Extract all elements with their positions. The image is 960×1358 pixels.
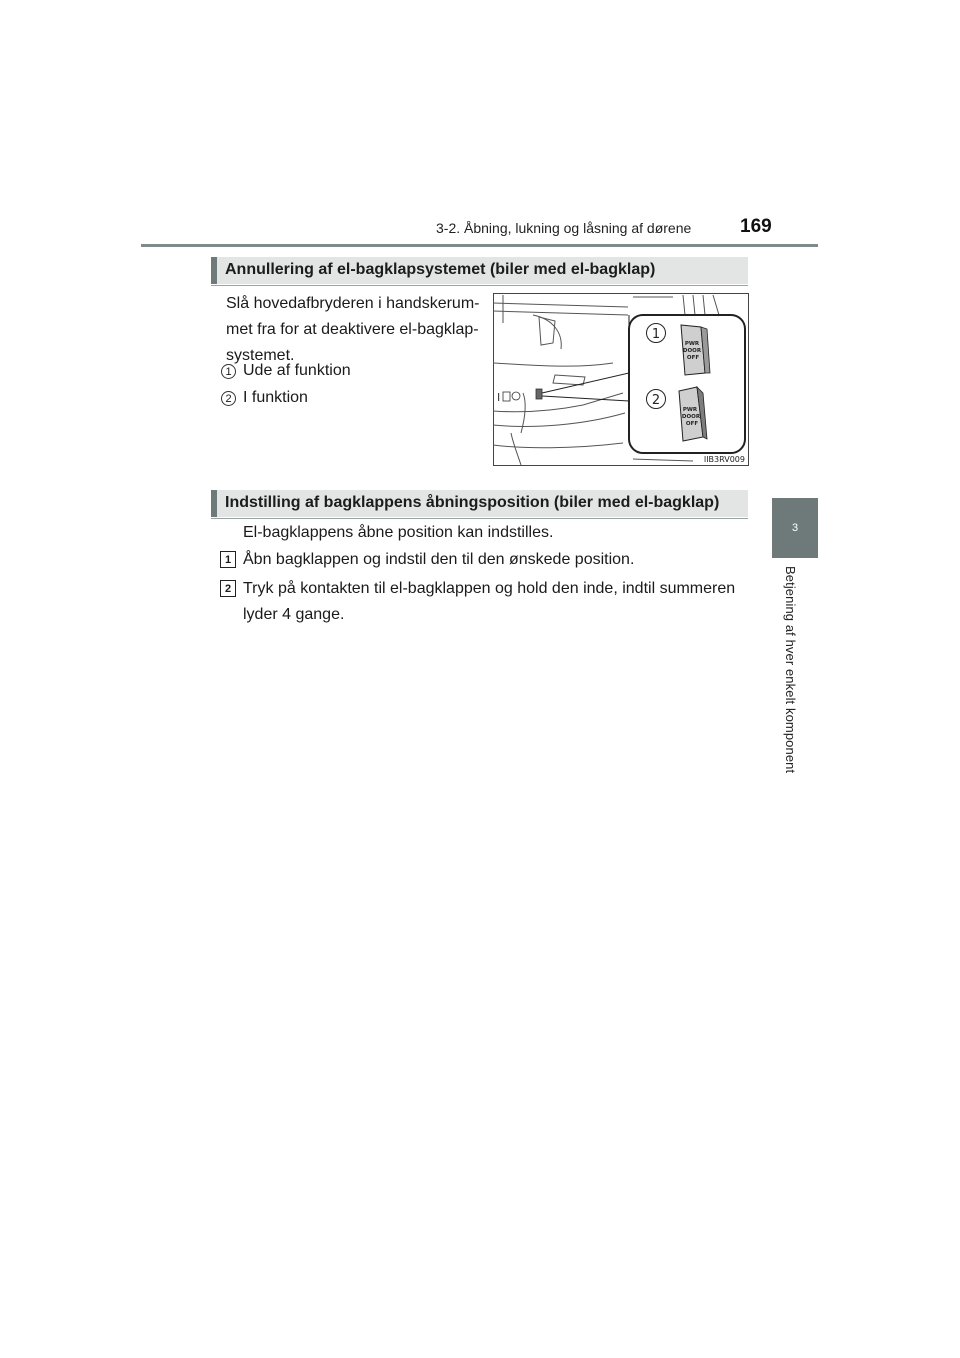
switch-label-line: OFF	[686, 355, 700, 361]
chapter-tab-label: Betjening af hver enkelt komponent	[783, 566, 798, 774]
section-accent	[211, 257, 217, 284]
item-text: I funktion	[243, 389, 308, 406]
figure-code: IIB3RV009	[703, 455, 745, 464]
svg-text:I: I	[497, 391, 501, 404]
callout-1: 1	[651, 327, 661, 342]
chapter-tab-number: 3	[791, 522, 799, 534]
switch-label-line: PWR	[684, 341, 700, 347]
section-underline	[211, 285, 748, 286]
step-number: 1	[220, 551, 236, 568]
item-text: Ude af funktion	[243, 362, 351, 379]
intro-line: systemet.	[226, 347, 295, 364]
section-header: 3-2. Åbning, lukning og låsning af dørene	[436, 220, 692, 236]
item-marker: 1	[221, 364, 236, 379]
intro-line: met fra for at deaktivere el-bagklap-	[226, 321, 479, 338]
step-number: 2	[220, 580, 236, 597]
section-title-bar	[211, 257, 748, 284]
power-door-switch-illustration	[493, 293, 749, 466]
intro-line: Slå hovedafbryderen i handskerum-	[226, 295, 480, 312]
section-title-bar	[211, 490, 748, 517]
header-rule	[141, 244, 818, 247]
switch-label-line: DOOR	[682, 348, 702, 354]
item-marker: 2	[221, 391, 236, 406]
section-title: Indstilling af bagklappens åbningsposition (biler med el-bagklap)	[225, 494, 720, 511]
page-number: 169	[740, 216, 772, 237]
callout-2: 2	[651, 393, 661, 408]
section-underline	[211, 518, 748, 519]
step-text-line: lyder 4 gange.	[243, 606, 345, 623]
step-text-line: Tryk på kontakten til el-bagklappen og hold den inde, indtil summeren	[243, 580, 736, 597]
chapter-tab	[772, 498, 818, 558]
step-text: Åbn bagklappen og indstil den til den ønskede position.	[243, 551, 635, 568]
section-title: Annullering af el-bagklapsystemet (biler med el-bagklap)	[225, 261, 656, 278]
switch-label-line: DOOR	[681, 414, 701, 420]
section-accent	[211, 490, 217, 517]
step-text	[243, 576, 735, 628]
section-intro: El-bagklappens åbne position kan indstilles.	[243, 524, 554, 541]
switch-label-line: PWR	[682, 407, 698, 413]
switch-label-line: OFF	[685, 421, 699, 427]
